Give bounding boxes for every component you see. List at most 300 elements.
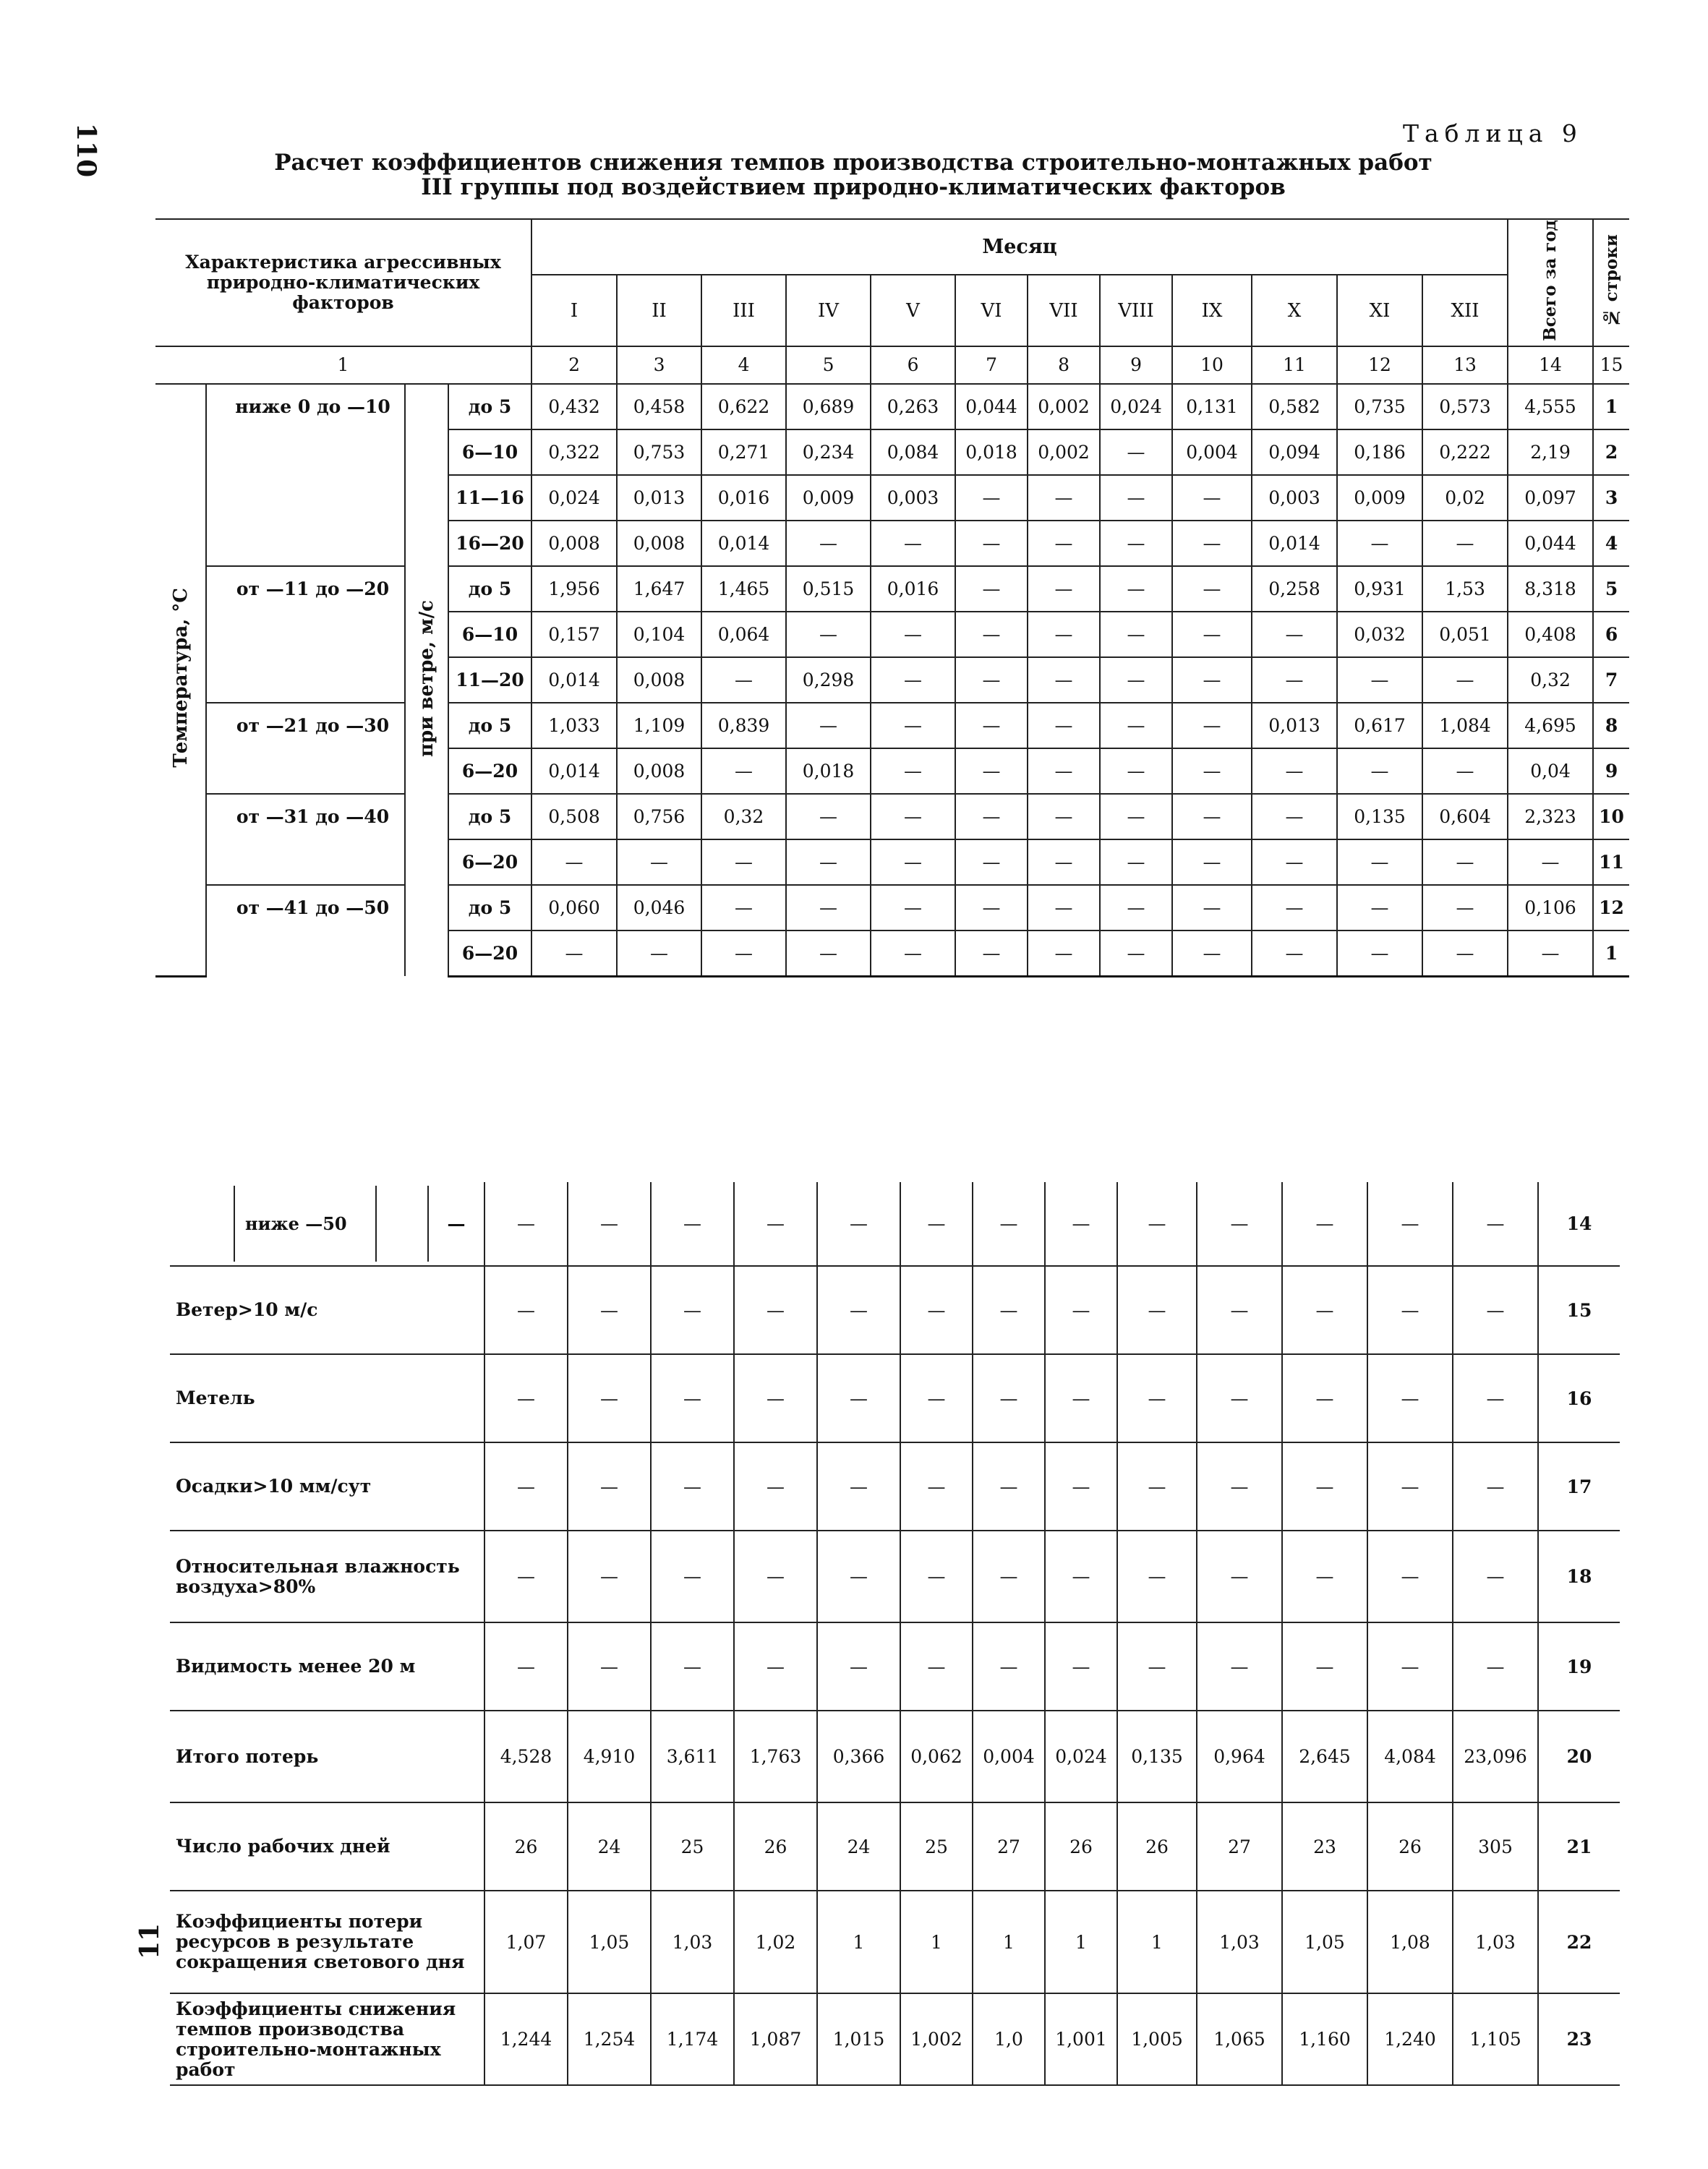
cell-value: 0,32 (701, 794, 786, 839)
factor-label: Метель (170, 1354, 484, 1442)
colnum-1: 1 (155, 346, 531, 384)
cell-value: — (1045, 1442, 1117, 1531)
colnum-2: 2 (531, 346, 617, 384)
cell-value: 1,254 (568, 1993, 651, 2085)
cell-value: — (1028, 566, 1100, 612)
cell-value: — (651, 1622, 734, 1711)
row-number: 8 (1593, 703, 1629, 748)
cell-value: 0,024 (531, 475, 617, 521)
cell-value: — (1282, 1622, 1367, 1711)
row-total: — (1453, 1442, 1538, 1531)
row-number: 20 (1538, 1711, 1620, 1802)
cell-value: 25 (900, 1802, 973, 1891)
cell-value: — (1172, 475, 1252, 521)
cell-value: 0,234 (786, 429, 871, 475)
cell-value: 0,735 (1337, 384, 1422, 429)
cell-value: 1,07 (484, 1891, 568, 1993)
title-line-1: Расчет коэффициентов снижения темпов производства строительно-монтажных работ (274, 150, 1432, 176)
cell-value: 1,465 (701, 566, 786, 612)
cell-value: 25 (651, 1802, 734, 1891)
cell-value: 1,005 (1117, 1993, 1197, 2085)
temp-group-3: от —21 до —30 (206, 703, 405, 794)
row-number: 3 (1593, 475, 1629, 521)
colnum-12: 12 (1337, 346, 1422, 384)
cell-value: 1,240 (1367, 1993, 1453, 2085)
cell-value: 1,174 (651, 1993, 734, 2085)
cell-value: — (1337, 657, 1422, 703)
colnum-13: 13 (1422, 346, 1508, 384)
row-total: — (1508, 839, 1593, 885)
cell-value: — (1337, 839, 1422, 885)
cell-value: — (1367, 1622, 1453, 1711)
cell-value: 0,032 (1337, 612, 1422, 657)
row-number: 18 (1538, 1531, 1620, 1622)
cell-value: — (484, 1442, 568, 1531)
colnum-14: 14 (1508, 346, 1593, 384)
cell-value: — (900, 1622, 973, 1711)
header-row-colnums (155, 346, 1629, 384)
cell-value: — (1045, 1182, 1117, 1266)
row-number: 4 (1593, 521, 1629, 566)
cell-value: 1,05 (568, 1891, 651, 1993)
cell-value: — (973, 1266, 1045, 1354)
month-III: III (701, 275, 786, 346)
cell-value: — (900, 1442, 973, 1531)
cell-value: 24 (568, 1802, 651, 1891)
cell-value: 0,366 (817, 1711, 900, 1802)
row-total: 1,105 (1453, 1993, 1538, 2085)
cell-value: 0,298 (786, 657, 871, 703)
cell-value: 0,013 (617, 475, 701, 521)
cell-value: — (1100, 794, 1172, 839)
wind-speed: до 5 (448, 384, 531, 429)
cell-value: 1 (817, 1891, 900, 1993)
cell-value: — (786, 839, 871, 885)
cell-value: — (973, 1354, 1045, 1442)
cell-value: 0,014 (531, 748, 617, 794)
row-number: 14 (1538, 1182, 1620, 1266)
cell-value: — (1172, 657, 1252, 703)
row-number: 22 (1538, 1891, 1620, 1993)
row-number: 21 (1538, 1802, 1620, 1891)
factor-label: Коэффициенты потери ресурсов в результате сокращения светового дня (170, 1891, 484, 1993)
row-number: 10 (1593, 794, 1629, 839)
cell-value: 0,839 (701, 703, 786, 748)
wind-label: при ветре, м/с (416, 599, 437, 757)
cell-value: 0,024 (1100, 384, 1172, 429)
factor-label: Число рабочих дней (170, 1802, 484, 1891)
data-row-1 (155, 384, 1629, 429)
bottom-row-8 (170, 1802, 1663, 1891)
cell-value: 0,02 (1422, 475, 1508, 521)
cell-value: — (1045, 1266, 1117, 1354)
factor-label (170, 1182, 484, 1266)
cell-value: — (1337, 521, 1422, 566)
cell-value: 0,009 (786, 475, 871, 521)
cell-value: — (871, 794, 955, 839)
row-number: 17 (1538, 1442, 1620, 1531)
bottom-row-4 (170, 1442, 1663, 1531)
bottom-row-10 (170, 1993, 1663, 2085)
cell-value: 1,0 (973, 1993, 1045, 2085)
cell-value: — (871, 748, 955, 794)
row-total: 1,03 (1453, 1891, 1538, 1993)
cell-value: — (871, 657, 955, 703)
cell-value: — (786, 612, 871, 657)
cell-value: — (1422, 931, 1508, 977)
cell-value: 0,753 (617, 429, 701, 475)
cell-value: — (871, 839, 955, 885)
cell-value: — (1197, 1354, 1282, 1442)
temperature-label-cell (155, 384, 206, 977)
cell-value: — (973, 1531, 1045, 1622)
bottom-row-1 (170, 1182, 1663, 1266)
cell-value: — (701, 748, 786, 794)
cell-value: 1,244 (484, 1993, 568, 2085)
cell-value: 1 (900, 1891, 973, 1993)
cell-value: — (1252, 839, 1337, 885)
cell-value: 0,622 (701, 384, 786, 429)
cell-value: — (900, 1266, 973, 1354)
cell-value: 4,084 (1367, 1711, 1453, 1802)
cell-value: 0,004 (973, 1711, 1045, 1802)
cell-value: 0,573 (1422, 384, 1508, 429)
cell-value: — (1422, 521, 1508, 566)
cell-value: 0,002 (1028, 429, 1100, 475)
colnum-10: 10 (1172, 346, 1252, 384)
cell-value: 27 (1197, 1802, 1282, 1891)
data-row-10 (155, 794, 1629, 839)
row-total: 0,106 (1508, 885, 1593, 931)
row-total: — (1453, 1266, 1538, 1354)
cell-value: — (1100, 748, 1172, 794)
month-II: II (617, 275, 701, 346)
cell-value: — (1028, 657, 1100, 703)
cell-value: 0,009 (1337, 475, 1422, 521)
table-title (239, 150, 1468, 200)
cell-value: 27 (973, 1802, 1045, 1891)
cell-value: — (1172, 839, 1252, 885)
header-row-no (1593, 219, 1629, 346)
wind-label-cell (405, 384, 448, 977)
row-number: 19 (1538, 1622, 1620, 1711)
cell-value: — (1172, 521, 1252, 566)
cell-value: 1,002 (900, 1993, 973, 2085)
cell-value: — (1117, 1442, 1197, 1531)
cell-value: 0,263 (871, 384, 955, 429)
cell-value: — (484, 1182, 568, 1266)
wind-speed: 6—20 (448, 839, 531, 885)
cell-value: 1,033 (531, 703, 617, 748)
row-number: 23 (1538, 1993, 1620, 2085)
bottom-row-2 (170, 1266, 1663, 1354)
cell-value: — (734, 1442, 817, 1531)
cell-value: — (955, 931, 1028, 977)
cell-value: 0,002 (1028, 384, 1100, 429)
row-total: 0,097 (1508, 475, 1593, 521)
cell-value: — (734, 1354, 817, 1442)
row-number: 5 (1593, 566, 1629, 612)
wind-speed: до 5 (448, 566, 531, 612)
cell-value: — (1367, 1266, 1453, 1354)
cell-value: — (1337, 885, 1422, 931)
cell-value: 0,094 (1252, 429, 1337, 475)
cell-value: — (1028, 521, 1100, 566)
cell-value: 1,001 (1045, 1993, 1117, 2085)
header-characteristic: Характеристика агрессивных природно-климатических факторов (155, 219, 531, 346)
cell-value: — (1100, 521, 1172, 566)
cell-value: 3,611 (651, 1711, 734, 1802)
cell-value: — (955, 566, 1028, 612)
page-number-bottom: 11 (134, 1922, 165, 1959)
row-number: 16 (1538, 1354, 1620, 1442)
cell-value: — (1197, 1182, 1282, 1266)
cell-value: 1,065 (1197, 1993, 1282, 2085)
cell-value: — (955, 703, 1028, 748)
cell-value: — (1100, 885, 1172, 931)
cell-value: 0,084 (871, 429, 955, 475)
cell-value: 0,013 (1252, 703, 1337, 748)
bottom-row-5 (170, 1531, 1663, 1622)
row-number: 15 (1538, 1266, 1620, 1354)
cell-value: — (955, 475, 1028, 521)
temp-group-4: от —31 до —40 (206, 794, 405, 885)
cell-value: 1,53 (1422, 566, 1508, 612)
cell-value: 1,05 (1282, 1891, 1367, 1993)
row-total: — (1453, 1354, 1538, 1442)
cell-value: 0,186 (1337, 429, 1422, 475)
cell-value: 0,051 (1422, 612, 1508, 657)
cell-value: — (1422, 839, 1508, 885)
row-total: 8,318 (1508, 566, 1593, 612)
cell-value: 0,131 (1172, 384, 1252, 429)
row-total: 305 (1453, 1802, 1538, 1891)
row-total: 4,695 (1508, 703, 1593, 748)
cell-value: — (531, 839, 617, 885)
cell-value: 0,931 (1337, 566, 1422, 612)
cell-value: — (651, 1354, 734, 1442)
header-row-1 (155, 219, 1629, 275)
row-total: — (1453, 1531, 1538, 1622)
cell-value: — (1172, 612, 1252, 657)
cell-value: 0,016 (871, 566, 955, 612)
cell-value: — (1282, 1182, 1367, 1266)
cell-value: 0,008 (617, 521, 701, 566)
row-number: 7 (1593, 657, 1629, 703)
cell-value: — (1282, 1266, 1367, 1354)
cell-value: 0,104 (617, 612, 701, 657)
wind-speed: до 5 (448, 885, 531, 931)
cell-value: 26 (484, 1802, 568, 1891)
header-total-year (1508, 219, 1593, 346)
cell-value: — (1367, 1182, 1453, 1266)
cell-value: 1,08 (1367, 1891, 1453, 1993)
cell-value: — (955, 748, 1028, 794)
cell-value: — (568, 1531, 651, 1622)
cell-value: — (1117, 1354, 1197, 1442)
cell-value: 0,508 (531, 794, 617, 839)
month-VI: VI (955, 275, 1028, 346)
cell-value: — (955, 794, 1028, 839)
cell-value: — (651, 1182, 734, 1266)
cell-value: 0,044 (955, 384, 1028, 429)
wind-speed: до 5 (448, 794, 531, 839)
cell-value: 0,014 (1252, 521, 1337, 566)
cell-value: 2,645 (1282, 1711, 1367, 1802)
row-total: — (1453, 1182, 1538, 1266)
row-total: 0,04 (1508, 748, 1593, 794)
cell-value: 0,064 (701, 612, 786, 657)
cell-value: — (734, 1531, 817, 1622)
bottom-row-3 (170, 1354, 1663, 1442)
cell-value: — (1197, 1531, 1282, 1622)
row-total: — (1453, 1622, 1538, 1711)
cell-value: — (484, 1622, 568, 1711)
cell-value: — (1422, 657, 1508, 703)
cell-value: — (1172, 794, 1252, 839)
cell-value: — (817, 1622, 900, 1711)
row-no-label: № строки (1601, 234, 1621, 328)
wind-speed: 6—20 (448, 931, 531, 977)
cell-value: 1,015 (817, 1993, 900, 2085)
cell-value: — (1028, 703, 1100, 748)
cell-value: 0,458 (617, 384, 701, 429)
cell-value: — (1282, 1442, 1367, 1531)
cell-value: 1 (1117, 1891, 1197, 1993)
colnum-4: 4 (701, 346, 786, 384)
cell-value: — (1028, 885, 1100, 931)
cell-value: 0,222 (1422, 429, 1508, 475)
wind-speed: 6—10 (448, 429, 531, 475)
cell-value: 0,046 (617, 885, 701, 931)
bottom-row-9 (170, 1891, 1663, 1993)
cell-value: — (1100, 475, 1172, 521)
cell-value: 0,689 (786, 384, 871, 429)
below-50-pre: — (427, 1186, 484, 1262)
cell-value: 26 (1045, 1802, 1117, 1891)
cell-value: — (1028, 794, 1100, 839)
bottom-data-table (170, 1182, 1663, 2086)
cell-value: 0,062 (900, 1711, 973, 1802)
cell-value: — (786, 885, 871, 931)
factor-label: Относительная влажность воздуха>80% (170, 1531, 484, 1622)
cell-value: — (484, 1531, 568, 1622)
factor-label: Ветер>10 м/с (170, 1266, 484, 1354)
colnum-8: 8 (1028, 346, 1100, 384)
cell-value: — (1100, 566, 1172, 612)
colnum-15: 15 (1593, 346, 1629, 384)
cell-value: 1,03 (651, 1891, 734, 1993)
cell-value: — (1028, 931, 1100, 977)
cell-value: — (1172, 931, 1252, 977)
cell-value: — (871, 521, 955, 566)
month-VIII: VIII (1100, 275, 1172, 346)
cell-value: 24 (817, 1802, 900, 1891)
cell-value: — (817, 1266, 900, 1354)
cell-value: 1,763 (734, 1711, 817, 1802)
cell-value: 0,004 (1172, 429, 1252, 475)
cell-value: — (1028, 748, 1100, 794)
cell-value: — (1172, 566, 1252, 612)
month-V: V (871, 275, 955, 346)
cell-value: — (734, 1622, 817, 1711)
cell-value: — (1172, 703, 1252, 748)
below-50-cell (176, 1186, 484, 1262)
row-number: 12 (1593, 885, 1629, 931)
wind-speed: 6—10 (448, 612, 531, 657)
cell-value: — (900, 1354, 973, 1442)
cell-value: — (484, 1266, 568, 1354)
cell-value: — (568, 1622, 651, 1711)
cell-value: — (568, 1354, 651, 1442)
cell-value: 0,003 (871, 475, 955, 521)
cell-value: — (701, 885, 786, 931)
cell-value: 1,03 (1197, 1891, 1282, 1993)
cell-value: 4,528 (484, 1711, 568, 1802)
cell-value: — (1337, 931, 1422, 977)
factor-label: Видимость менее 20 м (170, 1622, 484, 1711)
cell-value: 4,910 (568, 1711, 651, 1802)
cell-value: — (817, 1442, 900, 1531)
cell-value: — (1197, 1266, 1282, 1354)
cell-value: — (1100, 657, 1172, 703)
row-total: 0,408 (1508, 612, 1593, 657)
factor-label: Коэффициенты снижения темпов производства строительно-монтажных работ (170, 1993, 484, 2085)
cell-value: — (1028, 612, 1100, 657)
month-I: I (531, 275, 617, 346)
row-total: 0,32 (1508, 657, 1593, 703)
colnum-5: 5 (786, 346, 871, 384)
cell-value: 1 (973, 1891, 1045, 1993)
wind-speed: 11—20 (448, 657, 531, 703)
row-number: 1 (1593, 931, 1629, 977)
below-50-label: ниже —50 (234, 1186, 377, 1262)
cell-value: 0,515 (786, 566, 871, 612)
cell-value: — (701, 931, 786, 977)
cell-value: — (1117, 1622, 1197, 1711)
cell-value: 0,018 (955, 429, 1028, 475)
cell-value: 1,084 (1422, 703, 1508, 748)
row-total: 23,096 (1453, 1711, 1538, 1802)
cell-value: 0,003 (1252, 475, 1337, 521)
cell-value: — (734, 1266, 817, 1354)
cell-value: — (651, 1266, 734, 1354)
cell-value: — (900, 1182, 973, 1266)
cell-value: — (1172, 748, 1252, 794)
month-IX: IX (1172, 275, 1252, 346)
cell-value: 0,157 (531, 612, 617, 657)
cell-value: — (1367, 1442, 1453, 1531)
cell-value: — (1045, 1354, 1117, 1442)
cell-value: 1 (1045, 1891, 1117, 1993)
cell-value: — (1045, 1531, 1117, 1622)
cell-value: 1,956 (531, 566, 617, 612)
temp-group-2: от —11 до —20 (206, 566, 405, 703)
cell-value: 26 (734, 1802, 817, 1891)
month-VII: VII (1028, 275, 1100, 346)
row-number: 1 (1593, 384, 1629, 429)
cell-value: — (1337, 748, 1422, 794)
bottom-row-7 (170, 1711, 1663, 1802)
cell-value: — (651, 1531, 734, 1622)
cell-value: — (1252, 885, 1337, 931)
top-data-table (155, 218, 1629, 977)
row-number: 11 (1593, 839, 1629, 885)
cell-value: — (568, 1442, 651, 1531)
cell-value: — (817, 1182, 900, 1266)
cell-value: — (871, 612, 955, 657)
cell-value: 0,756 (617, 794, 701, 839)
